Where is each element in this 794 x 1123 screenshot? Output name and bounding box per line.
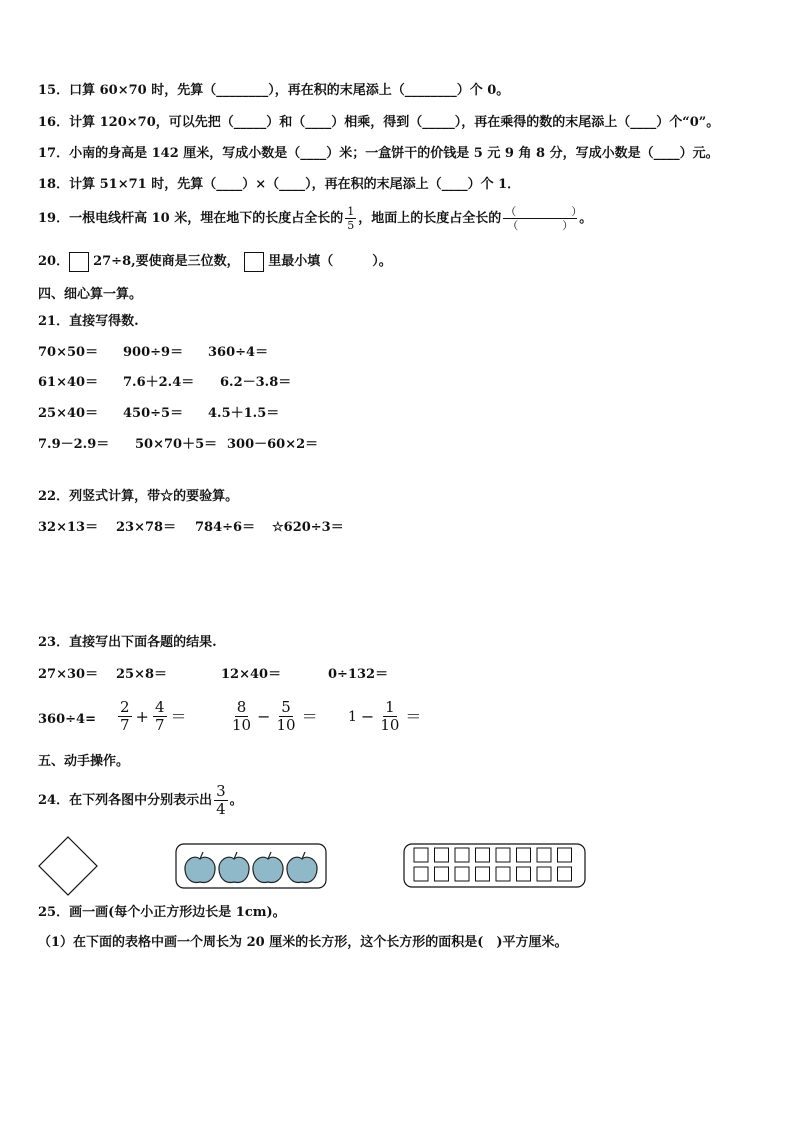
apple-icon[interactable] (287, 852, 317, 883)
calc-item: 7.9－2.9＝ (38, 437, 110, 452)
fraction-three-quarters: $\frac{3}{4}$ (216, 782, 226, 818)
grid-square[interactable] (455, 848, 469, 862)
digit-answer-box-reference (244, 252, 264, 272)
question-15: 15．口算 60×70 时，先算（________），再在积的末尾添上（________）个 0。 (38, 83, 510, 98)
digit-answer-box[interactable] (69, 252, 89, 272)
calc-item: 450÷5＝ (123, 406, 184, 421)
grid-square[interactable] (476, 848, 490, 862)
grid-square[interactable] (435, 867, 449, 881)
fraction-expression-1: $\frac{2}{7}$ + $\frac{4}{7}$ ＝ (120, 698, 187, 734)
question-19: 19．一根电线杆高 10 米，埋在地下的长度占全长的 $\frac{1}{5}$ ，地面上的长度占全长的 $\frac{( )}{( )}$ 。 (38, 205, 593, 232)
grid-square[interactable] (517, 867, 531, 881)
question-23-title: 23．直接写出下面各题的结果. (38, 635, 217, 650)
question-16: 16．计算 120×70，可以先把（_____）和（____）相乘，得到（_____），再在乘得的数的末尾添上（____）个“0”。 (38, 115, 720, 130)
section-heading-5: 五、动手操作。 (38, 754, 130, 769)
calc-item: 784÷6＝ (195, 520, 256, 535)
calc-item: 900÷9＝ (123, 345, 184, 360)
question-21-title: 21．直接写得数. (38, 314, 139, 329)
grid-square[interactable] (476, 867, 490, 881)
fraction-expression-3: 1 − $\frac{1}{10}$ ＝ (348, 698, 422, 734)
calc-item: 32×13＝ (38, 520, 99, 535)
grid-square[interactable] (414, 867, 428, 881)
calc-item: 61×40＝ (38, 375, 99, 390)
grid-square[interactable] (558, 867, 572, 881)
fraction-expression-2: $\frac{8}{10}$ − $\frac{5}{10}$ ＝ (232, 698, 318, 734)
grid-square[interactable] (517, 848, 531, 862)
question-20: 20． 27÷8,要使商是三位数， 里最小填（ ）。 (38, 251, 392, 273)
grid-square[interactable] (455, 867, 469, 881)
calc-item: 25×8＝ (116, 667, 168, 682)
question-24: 24．在下列各图中分别表示出 $\frac{3}{4}$ 。 (38, 782, 243, 818)
calc-item: 360÷4＝ (208, 345, 269, 360)
calc-item: 4.5＋1.5＝ (208, 406, 280, 421)
calc-item: 0÷132＝ (328, 667, 389, 682)
calc-item: 50×70＋5＝ (135, 437, 218, 452)
grid-square[interactable] (558, 848, 572, 862)
question-19-text-middle: ，地面上的长度占全长的 (358, 211, 502, 226)
square-grid-figure[interactable] (403, 843, 586, 888)
question-22-title: 22．列竖式计算，带☆的要验算。 (38, 489, 239, 504)
apple-icon[interactable] (219, 852, 249, 883)
apple-icon[interactable] (185, 852, 215, 883)
answer-blank-fraction[interactable]: $\frac{( )}{( )}$ (505, 205, 583, 232)
grid-square[interactable] (537, 848, 551, 862)
calc-item: 360÷4= (38, 712, 96, 727)
question-18: 18．计算 51×71 时，先算（____）×（____），再在积的末尾添上（____）个 1． (38, 177, 521, 192)
apple-group-figure[interactable] (175, 843, 327, 889)
grid-square[interactable] (537, 867, 551, 881)
calc-item: 27×30＝ (38, 667, 99, 682)
question-19-text-before: 19．一根电线杆高 10 米，埋在地下的长度占全长的 (38, 211, 344, 226)
calc-item: 12×40＝ (221, 667, 282, 682)
question-25-title: 25．画一画(每个小正方形边长是 1cm)。 (38, 905, 286, 920)
question-17: 17．小南的身高是 142 厘米，写成小数是（____）米；一盒饼干的价钱是 5 元 9 角 8 分，写成小数是（____）元。 (38, 146, 719, 161)
calc-item: 23×78＝ (116, 520, 177, 535)
calc-item: ☆620÷3＝ (272, 520, 344, 535)
grid-square[interactable] (414, 848, 428, 862)
diamond-shape[interactable] (38, 836, 98, 896)
grid-square[interactable] (435, 848, 449, 862)
apple-icon[interactable] (253, 852, 283, 883)
calc-item: 6.2－3.8＝ (220, 375, 292, 390)
calc-item: 7.6＋2.4＝ (123, 375, 195, 390)
section-heading-4: 四、细心算一算。 (38, 287, 143, 302)
question-25-part-1: （1）在下面的表格中画一个周长为 20 厘米的长方形，这个长方形的面积是( )平方厘米。 (38, 935, 568, 950)
grid-square[interactable] (496, 848, 510, 862)
calc-item: 25×40＝ (38, 406, 99, 421)
calc-item: 70×50＝ (38, 345, 99, 360)
calc-item: 300－60×2＝ (227, 437, 319, 452)
fraction-one-fifth: $\frac{1}{5}$ (347, 205, 355, 232)
grid-square[interactable] (496, 867, 510, 881)
